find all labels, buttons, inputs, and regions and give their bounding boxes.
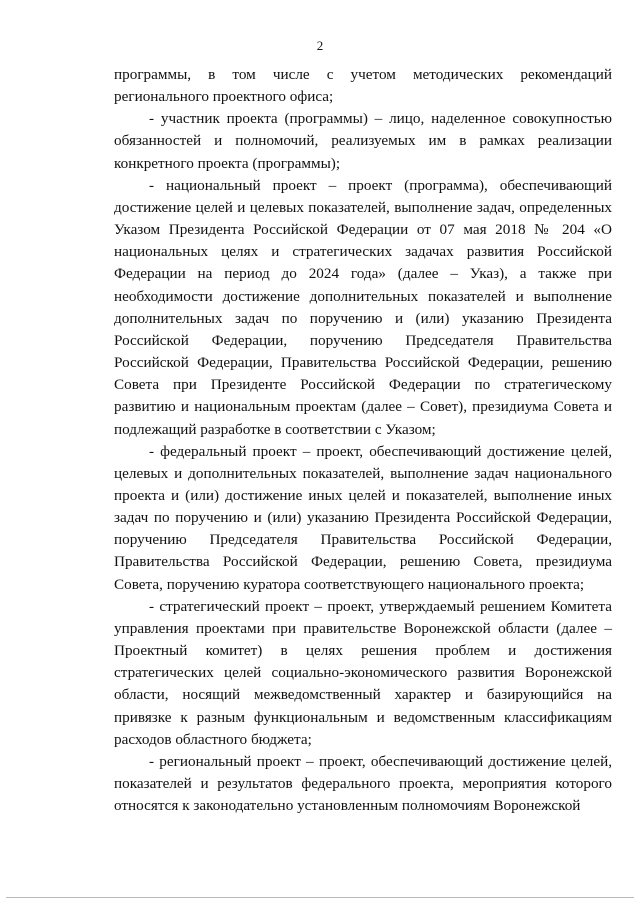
paragraph-project-participant: - участник проекта (программы) – лицо, наделенное совокупностью обязанностей и полномочий, реализуемых им в рамках реализации конкретного проекта (программы); xyxy=(114,110,612,172)
page-number: 2 xyxy=(316,38,324,53)
scan-bottom-edge-line xyxy=(6,897,634,898)
paragraph-national-project: - национальный проект – проект (программа), обеспечивающий достижение целей и целевых показателей, выполнение задач, определенных Указом Президента Российской Федерации от 07 мая 2018 № 204 «О национальных целях и стратегических задачах развития Российской Федерации на период до 2024 года» (далее – Указ), а также при необходимости достижение дополнительных показателей и выполнение дополнительных задач по поручению и (или) указанию Президента Российской Федерации, поручению Председателя Правительства Российской Федерации, Правительства Российской Федерации, решению Совета при Президенте Российской Федерации по стратегическому развитию и национальным проектам (далее – Совет), президиума Совета и подлежащий разработке в соответствии с Указом; xyxy=(114,176,612,438)
paragraph-strategic-project: - стратегический проект – проект, утверждаемый решением Комитета управления проектами при правительстве Воронежской области (далее – Проектный комитет) в целях решения проблем и достижения стратегических целей социально-экономического развития Воронежской области, носящий межведомственный характер и базирующийся на привязке к разным функциональным и ведомственным классификациям расходов областного бюджета; xyxy=(114,597,612,748)
paragraph-federal-project: - федеральный проект – проект, обеспечивающий достижение целей, целевых и дополнительных показателей, выполнение задач национального проекта и (или) достижение иных целей и показателей, выполнение иных задач по поручению и (или) указанию Президента Российской Федерации, поручению Председателя Правительства Российской Федерации, Правительства Российской Федерации, решению Совета, президиума Совета, поручению куратора соответствующего национального проекта; xyxy=(114,442,612,593)
paragraph-program-continuation: программы, в том числе с учетом методических рекомендаций регионального проектного офиса; xyxy=(114,66,612,106)
document-body xyxy=(114,64,612,817)
paragraph-regional-project: - региональный проект – проект, обеспечивающий достижение целей, показателей и результатов федерального проекта, мероприятия которого относятся к законодательно установленным полномочиям Воронежской xyxy=(114,752,612,815)
